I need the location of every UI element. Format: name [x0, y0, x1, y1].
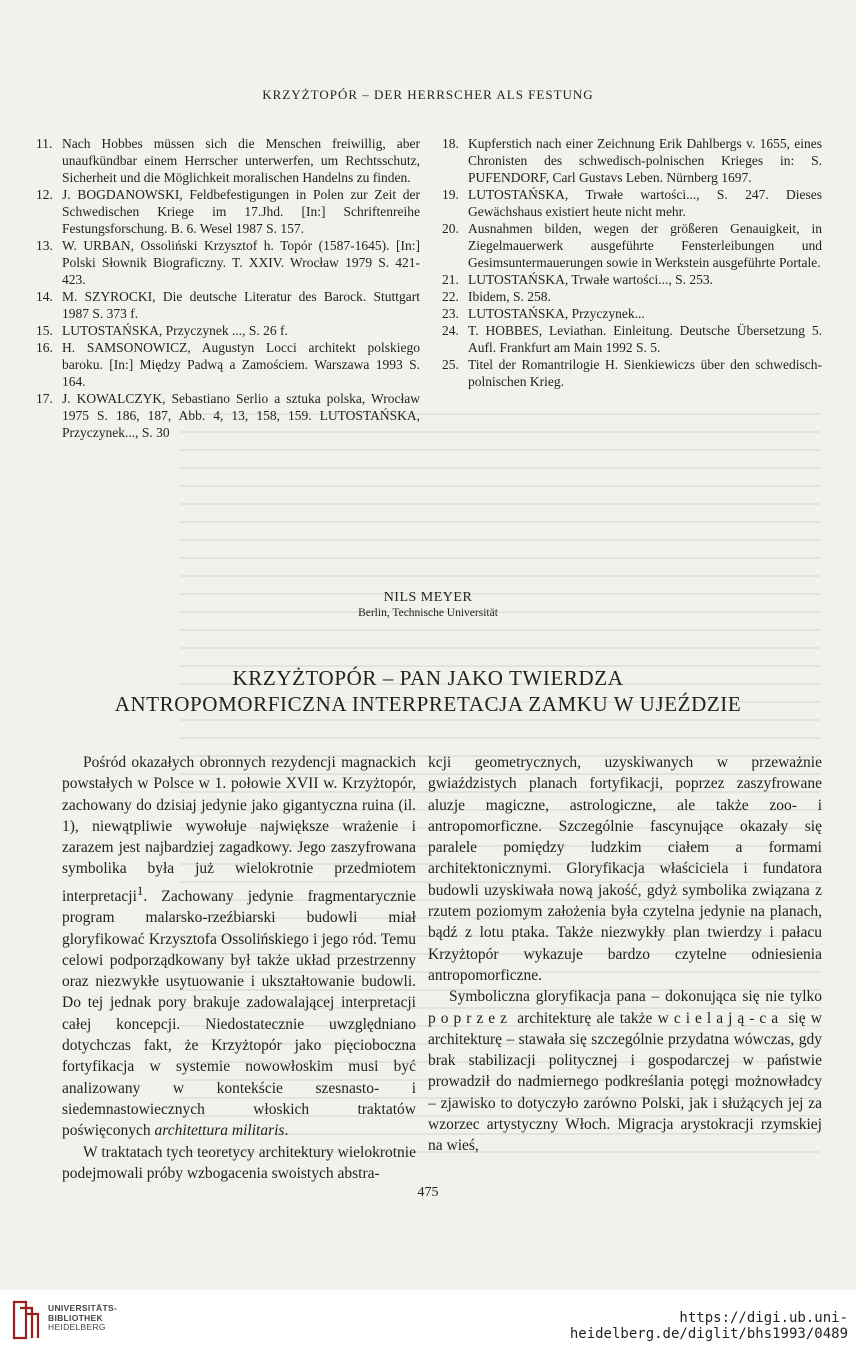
body-text-right-column	[428, 752, 822, 1157]
footnotes-right-column	[442, 135, 822, 390]
author-affiliation: Berlin, Technische Universität	[358, 607, 498, 619]
footnote: 19. LUTOSTAŃSKA, Trwałe wartości..., S. 247. Dieses Gewächshaus existiert heute nicht mehr.	[442, 187, 822, 219]
footnote: 11. Nach Hobbes müssen sich die Menschen freiwillig, aber unaufkündbar einem Herrscher unterwerfen, um Rechtsschutz, Sicherheit und die Möglichkeit moralischen Handelns zu finden.	[36, 136, 420, 185]
page-number: 475	[417, 1185, 439, 1200]
footnote: 17. J. KOWALCZYK, Sebastiano Serlio a sztuka polska, Wrocław 1975 S. 186, 187, Abb. 4, 13, 158, 159. LUTOSTAŃSKA, Przyczynek..., S. 30	[36, 391, 420, 440]
article-author: NILS MEYER	[383, 590, 473, 605]
footnote: 23. LUTOSTAŃSKA, Przyczynek...	[442, 306, 645, 321]
footnote: 16. H. SAMSONOWICZ, Augustyn Locci architekt polskiego baroku. [In:] Między Padwą a Zamościem. Warszawa 1993 S. 164.	[36, 340, 420, 389]
viewer-footer	[0, 1290, 856, 1352]
footnote: 15. LUTOSTAŃSKA, Przyczynek ..., S. 26 f.	[36, 323, 288, 338]
footnote: 18. Kupferstich nach einer Zeichnung Erik Dahlbergs v. 1655, eines Chronisten des schwedisch-polnischen Krieges in: S. PUFENDORF, Carl Gustavs Leben. Nürnberg 1697.	[442, 136, 822, 185]
footnote: 21. LUTOSTAŃSKA, Trwałe wartości..., S. 253.	[442, 272, 714, 287]
paragraph: Pośród okazałych obronnych rezydencji magnackich powstałych w Polsce w 1. połowie XVII w. Krzyżtopór, zachowany do dzisiaj jedynie jako gigantyczna ruina (il. 1), niewątpliwie wywołuje największe wrażenie i zarazem jest najbardziej zagadkowy. Jego zaszyfrowana symbolika była już wielokrotnie przedmiotem interpretacji$^1$. Zachowany jedynie fragmentarycznie program malarsko-rzeźbiarski budowli miał gloryfikować Krzysztofa Ossolińskiego i jego ród. Temu celowi podporządkowany był także układ przestrzenny oraz niezwykłe usytuowanie i ukształtowanie budowli. Do tej jednak pory brakuje zadowalającej interpretacji całej koncepcji. Niedostatecznie uwzględniano dotychczas fakt, że Krzyżtopór jako pięcioboczna fortyfikacja w systemie nowowłoskim musi być analizowany w kontekście szesnasto- i siedemnastowiecznych włoskich traktatów poświęconych architettura militaris.	[62, 754, 416, 1140]
footnote: 22. Ibidem, S. 258.	[442, 289, 551, 304]
article-title-line-2: ANTROPOMORFICZNA INTERPRETACJA ZAMKU W UJEŹDZIE	[114, 692, 742, 716]
paragraph: Symboliczna gloryfikacja pana – dokonująca się nie tylko poprzez architekturę ale także wcielają-ca się w architekturę – stawała się szczególnie przydatna wówczas, gdy brak stabilizacji politycznej i gospodarczej w państwie prowadził do nadmiernego podkreślania potęgi możnowładcy – zjawisko to dotyczyło zarówno Polski, jak i służących jej za wzorzec artystyczny Włoch. Migracja arystokracji rzymskiej na wieś,	[428, 988, 822, 1155]
library-logo-icon	[10, 1298, 42, 1342]
footnote-ref: 1	[136, 882, 144, 898]
running-head: KRZYŻTOPÓR – DER HERRSCHER ALS FESTUNG	[262, 87, 594, 102]
footnote: 24. T. HOBBES, Leviathan. Einleitung. Deutsche Übersetzung 5. Aufl. Frankfurt am Main 1992 S. 5.	[442, 323, 822, 355]
footnote: 14. M. SZYROCKI, Die deutsche Literatur des Barock. Stuttgart 1987 S. 373 f.	[36, 289, 420, 321]
paragraph: kcji geometrycznych, uzyskiwanych w przeważnie gwiaździstych planach fortyfikacji, poprzez zaszyfrowane aluzje magiczne, astrologiczne, ale także zoo- i antropomorficzne. Szczególnie fascynujące okazały się paralele pomiędzy ludzkim ciałem a formami architektonicznymi. Gloryfikacja właściciela i fundatora budowli uzyskiwała nową jakość, gdyż symbolika związana z rzutem poziomym założenia była czytelna jedynie na planach, bądź z lotu ptaka. Także niezwykły plan twierdzy i pałacu Krzyżtopór wykazuje bardzo czytelne odniesienia antropomorficzne.	[428, 754, 822, 984]
library-logo-text: UNIVERSITÄTS- BIBLIOTHEK HEIDELBERG	[48, 1303, 118, 1332]
article-title-line-1: KRZYŻTOPÓR – PAN JAKO TWIERDZA	[232, 666, 624, 690]
footnote: 20. Ausnahmen bilden, wegen der größeren Genauigkeit, in Ziegelmauerwerk ausgeführte Fensterleibungen und Gesimsuntermauerungen sowie in Werkstein ausgeführte Portale.	[442, 221, 822, 270]
footnotes-left-column	[36, 135, 420, 441]
paragraph: W traktatach tych teoretycy architektury wielokrotnie podejmowali próby wzbogacenia swoistych abstra-	[62, 1143, 416, 1182]
footnote: 25. Titel der Romantrilogie H. Sienkiewiczs über den schwedisch-polnischen Krieg.	[442, 357, 822, 389]
footnote: 13. W. URBAN, Ossoliński Krzysztof h. Topór (1587-1645). [In:] Polski Słownik Biograficzny. T. XXIV. Wrocław 1979 S. 421-423.	[36, 238, 420, 287]
footnote: 12. J. BOGDANOWSKI, Feldbefestigungen in Polen zur Zeit der Schwedischen Kriege im 17.Jhd. [In:] Schriftenreihe Festungsforschung. B. 6. Wesel 1987 S. 157.	[36, 187, 420, 236]
page-url-link[interactable]: https://digi.ub.uni-heidelberg.de/diglit/bhs1993/0489	[569, 1310, 848, 1342]
body-text-left-column	[62, 752, 416, 1184]
